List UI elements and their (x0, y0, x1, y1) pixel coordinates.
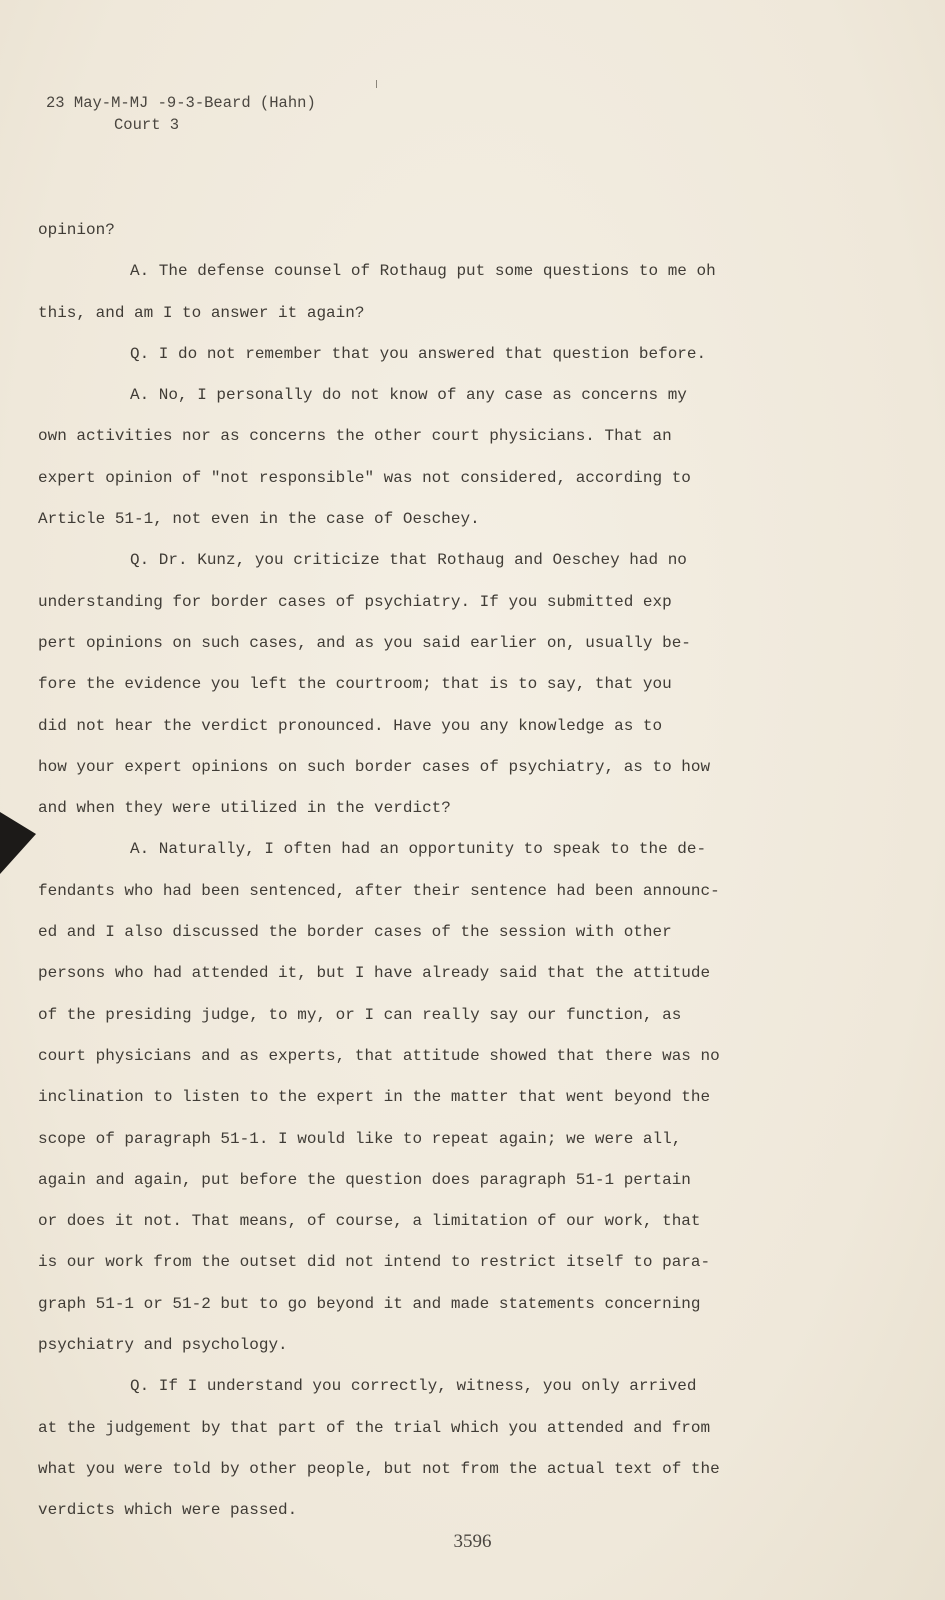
transcript-line: Q. If I understand you correctly, witness, you only arrived (130, 1377, 697, 1396)
transcript-line: what you were told by other people, but not from the actual text of the (38, 1459, 720, 1478)
transcript-paragraph (38, 1366, 798, 1531)
transcript-line: and when they were utilized in the verdict? (38, 799, 451, 818)
transcript-line: ed and I also discussed the border cases of the session with other (38, 923, 672, 942)
transcript-line: of the presiding judge, to my, or I can really say our function, as (38, 1005, 682, 1024)
transcript-line: Article 51-1, not even in the case of Oeschey. (38, 510, 480, 529)
transcript-line: psychiatry and psychology. (38, 1336, 288, 1355)
document-header (46, 92, 316, 136)
transcript-line: opinion? (38, 221, 115, 239)
page-number: 3596 (453, 1531, 492, 1552)
transcript-line: fore the evidence you left the courtroom; that is to say, that you (38, 675, 672, 694)
transcript-line: again and again, put before the question does paragraph 51-1 pertain (38, 1170, 691, 1189)
transcript-line: scope of paragraph 51-1. I would like to repeat again; we were all, (38, 1129, 682, 1148)
transcript-line: Q. I do not remember that you answered that question before. (130, 344, 707, 363)
transcript-paragraph (38, 251, 798, 334)
transcript-line: A. No, I personally do not know of any case as concerns my (130, 386, 687, 405)
transcript-line: or does it not. That means, of course, a limitation of our work, that (38, 1212, 701, 1231)
transcript-line: did not hear the verdict pronounced. Have you any knowledge as to (38, 716, 663, 735)
pen-mark (376, 80, 377, 88)
transcript-line: fendants who had been sentenced, after their sentence had been announc- (38, 881, 720, 900)
transcript-body (38, 210, 798, 1532)
margin-notch (0, 812, 36, 874)
transcript-paragraph (38, 829, 798, 1366)
transcript-line: verdicts which were passed. (38, 1501, 298, 1520)
transcript-line: at the judgement by that part of the trial which you attended and from (38, 1418, 711, 1437)
transcript-line: Q. Dr. Kunz, you criticize that Rothaug and Oeschey had no (130, 551, 687, 570)
transcript-paragraph (38, 540, 798, 829)
transcript-line: inclination to listen to the expert in the matter that went beyond the (38, 1088, 711, 1107)
transcript-line: how your expert opinions on such border cases of psychiatry, as to how (38, 757, 711, 776)
transcript-line: this, and am I to answer it again? (38, 303, 365, 322)
transcript-paragraph (38, 375, 798, 540)
header-court-line: Court 3 (114, 116, 180, 134)
transcript-line: pert opinions on such cases, and as you said earlier on, usually be- (38, 633, 691, 652)
transcript-line: graph 51-1 or 51-2 but to go beyond it and made statements concerning (38, 1294, 701, 1313)
transcript-line: A. The defense counsel of Rothaug put some questions to me oh (130, 262, 716, 281)
transcript-line: persons who had attended it, but I have already said that the attitude (38, 964, 711, 983)
transcript-paragraph (38, 210, 798, 251)
header-session-line: 23 May-M-MJ -9-3-Beard (Hahn) (46, 94, 316, 112)
transcript-line: expert opinion of "not responsible" was not considered, according to (38, 468, 691, 487)
transcript-line: A. Naturally, I often had an opportunity to speak to the de- (130, 840, 707, 859)
transcript-paragraph (38, 334, 798, 375)
transcript-line: understanding for border cases of psychiatry. If you submitted exp (38, 592, 672, 611)
transcript-line: court physicians and as experts, that attitude showed that there was no (38, 1046, 720, 1065)
transcript-line: is our work from the outset did not intend to restrict itself to para- (38, 1253, 711, 1272)
transcript-line: own activities nor as concerns the other court physicians. That an (38, 427, 672, 446)
